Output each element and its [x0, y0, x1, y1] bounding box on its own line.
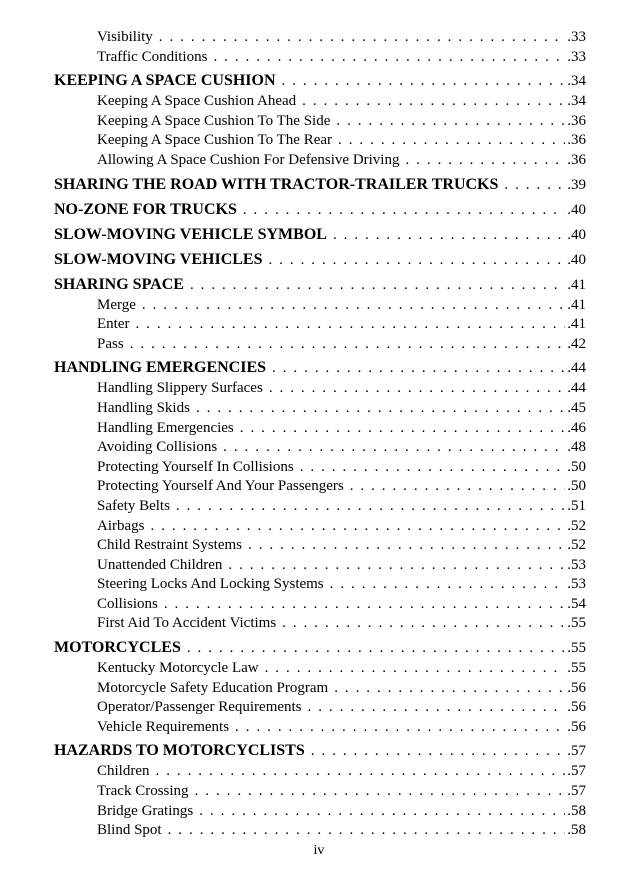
toc-subsection-entry — [54, 335, 586, 355]
toc-section-entry — [54, 198, 586, 221]
toc-subsection-entry — [54, 698, 586, 718]
page-number: iv — [313, 843, 325, 858]
toc-subsection-entry — [54, 438, 586, 458]
toc-subsection-entry — [54, 419, 586, 439]
toc-entry-title: NO-ZONE FOR TRUCKS — [54, 200, 237, 218]
toc-entry-title: Unattended Children — [97, 556, 223, 573]
toc-subsection-entry — [54, 679, 586, 699]
toc-subsection-entry — [54, 517, 586, 537]
toc-entry-title: Keeping A Space Cushion To The Side — [97, 112, 331, 129]
toc-entry-page: .45 — [567, 399, 586, 416]
toc-entry-page: .41 — [567, 316, 586, 333]
toc-entry-title: Vehicle Requirements — [97, 718, 230, 735]
toc-entry-title: SHARING SPACE — [54, 275, 184, 293]
toc-entry-page: .33 — [567, 48, 586, 65]
dot-leader — [195, 782, 566, 802]
dot-leader — [282, 614, 565, 634]
dot-leader — [330, 575, 566, 595]
toc-section-entry — [54, 356, 586, 379]
toc-entry-title: SLOW-MOVING VEHICLES — [54, 250, 263, 268]
dot-leader — [176, 497, 565, 517]
toc-entry-title: Child Restraint Systems — [97, 537, 243, 554]
dot-leader — [311, 740, 566, 762]
toc-section-entry — [54, 173, 586, 196]
dot-leader — [300, 458, 566, 478]
toc-entry-page: .36 — [567, 132, 586, 149]
toc-entry-title: Airbags — [97, 517, 145, 534]
toc-subsection-entry — [54, 497, 586, 517]
toc-entry-title: Children — [97, 763, 150, 780]
dot-leader — [228, 556, 565, 576]
dot-leader — [164, 595, 565, 615]
toc-subsection-entry — [54, 614, 586, 634]
toc-entry-title: Keeping A Space Cushion To The Rear — [97, 132, 333, 149]
dot-leader — [135, 315, 565, 335]
toc-entry-page: .53 — [567, 556, 586, 573]
toc-subsection-entry — [54, 296, 586, 316]
toc-subsection-entry — [54, 399, 586, 419]
toc-entry-page: .56 — [567, 699, 586, 716]
toc-entry-title: Merge — [97, 296, 136, 313]
toc-entry-page: .40 — [567, 201, 586, 218]
toc-entry-title: Handling Emergencies — [97, 419, 234, 436]
toc-entry-title: KEEPING A SPACE CUSHION — [54, 72, 276, 90]
dot-leader — [350, 477, 566, 497]
dot-leader — [334, 679, 565, 699]
toc-entry-title: Kentucky Motorcycle Law — [97, 660, 259, 677]
dot-leader — [223, 438, 565, 458]
dot-leader — [333, 224, 565, 246]
toc-entry-page: .57 — [567, 743, 586, 760]
toc-entry-page: .54 — [567, 595, 586, 612]
dot-leader — [187, 637, 565, 659]
toc-entry-page: .40 — [567, 251, 586, 268]
toc-entry-title: Track Crossing — [97, 783, 189, 800]
toc-entry-page: .55 — [567, 615, 586, 632]
toc-entry-page: .36 — [567, 112, 586, 129]
toc-subsection-entry — [54, 112, 586, 132]
dot-leader — [199, 802, 565, 822]
dot-leader — [159, 28, 565, 48]
toc-subsection-entry — [54, 575, 586, 595]
toc-entry-title: Operator/Passenger Requirements — [97, 699, 302, 716]
toc-subsection-entry — [54, 315, 586, 335]
toc-entry-page: .50 — [567, 478, 586, 495]
toc-entry-page: .34 — [567, 93, 586, 110]
toc-entry-title: Protecting Yourself And Your Passengers — [97, 478, 344, 495]
toc-entry-title: Traffic Conditions — [97, 48, 208, 65]
dot-leader — [213, 48, 565, 68]
dot-leader — [405, 151, 565, 171]
dot-leader — [142, 296, 565, 316]
toc-entry-page: .58 — [567, 822, 586, 839]
toc-entry-title: MOTORCYCLES — [54, 639, 181, 657]
toc-subsection-entry — [54, 379, 586, 399]
toc-subsection-entry — [54, 659, 586, 679]
toc-entry-page: .48 — [567, 439, 586, 456]
dot-leader — [240, 419, 565, 439]
dot-leader — [243, 199, 565, 221]
toc-section-entry — [54, 273, 586, 296]
toc-entry-title: SHARING THE ROAD WITH TRACTOR-TRAILER TRUCKS — [54, 175, 499, 193]
toc-entry-title: HANDLING EMERGENCIES — [54, 359, 267, 377]
toc-entry-page: .58 — [567, 802, 586, 819]
toc-section-entry — [54, 223, 586, 246]
toc-section-entry — [54, 69, 586, 92]
toc-entry-title: Keeping A Space Cushion Ahead — [97, 93, 297, 110]
dot-leader — [151, 517, 566, 537]
toc-subsection-entry — [54, 28, 586, 48]
toc-subsection-entry — [54, 477, 586, 497]
toc-entry-page: .52 — [567, 537, 586, 554]
toc-entry-page: .36 — [567, 151, 586, 168]
dot-leader — [268, 249, 565, 271]
toc-entry-page: .33 — [567, 29, 586, 45]
toc-entry-page: .41 — [567, 276, 586, 293]
toc-section-entry — [54, 739, 586, 762]
toc-entry-title: Steering Locks And Locking Systems — [97, 576, 324, 593]
toc-subsection-entry — [54, 92, 586, 112]
toc-entry-page: .55 — [567, 640, 586, 657]
dot-leader — [272, 357, 565, 379]
toc-subsection-entry — [54, 782, 586, 802]
toc-subsection-entry — [54, 131, 586, 151]
toc-entry-page: .51 — [567, 497, 586, 514]
dot-leader — [269, 379, 565, 399]
toc-subsection-entry — [54, 802, 586, 822]
toc-entry-title: Enter — [97, 316, 130, 333]
toc-entry-page: .50 — [567, 458, 586, 475]
toc-entry-title: Bridge Gratings — [97, 802, 194, 819]
toc-entry-title: Safety Belts — [97, 497, 170, 514]
toc-subsection-entry — [54, 762, 586, 782]
toc-entry-page: .56 — [567, 718, 586, 735]
toc-entry-title: Collisions — [97, 595, 158, 612]
toc-entry-page: .34 — [567, 73, 586, 90]
toc-entry-title: Protecting Yourself In Collisions — [97, 458, 294, 475]
toc-entry-page: .42 — [567, 335, 586, 352]
dot-leader — [130, 335, 566, 355]
toc-subsection-entry — [54, 458, 586, 478]
toc-entry-page: .57 — [567, 783, 586, 800]
toc-entry-title: Visibility — [97, 29, 153, 45]
toc-entry-title: Allowing A Space Cushion For Defensive Driving — [97, 151, 400, 168]
toc-entry-title: SLOW-MOVING VEHICLE SYMBOL — [54, 225, 327, 243]
toc-section-entry — [54, 636, 586, 659]
toc-subsection-entry — [54, 821, 586, 841]
toc-entry-page: .53 — [567, 576, 586, 593]
toc-entry-title: HAZARDS TO MOTORCYCLISTS — [54, 742, 305, 760]
toc-entry-title: Motorcycle Safety Education Program — [97, 679, 329, 696]
toc-entry-page: .44 — [567, 360, 586, 377]
dot-leader — [336, 112, 565, 132]
dot-leader — [190, 274, 565, 296]
toc-entry-page: .55 — [567, 660, 586, 677]
toc-entry-title: Handling Skids — [97, 399, 190, 416]
toc-subsection-entry — [54, 718, 586, 738]
dot-leader — [265, 659, 566, 679]
toc-entry-page: .41 — [567, 296, 586, 313]
dot-leader — [156, 762, 566, 782]
dot-leader — [196, 399, 565, 419]
toc-entry-title: First Aid To Accident Victims — [97, 615, 277, 632]
toc-subsection-entry — [54, 48, 586, 68]
toc-subsection-entry — [54, 595, 586, 615]
toc-entry-title: Pass — [97, 335, 124, 352]
toc-subsection-entry — [54, 556, 586, 576]
toc-entry-page: .40 — [567, 226, 586, 243]
dot-leader — [235, 718, 565, 738]
toc-entry-title: Handling Slippery Surfaces — [97, 380, 263, 397]
dot-leader — [338, 131, 565, 151]
toc-entry-title: Avoiding Collisions — [97, 439, 218, 456]
toc-entry-page: .57 — [567, 763, 586, 780]
toc-section-entry — [54, 248, 586, 271]
toc-subsection-entry — [54, 151, 586, 171]
toc-entry-page: .52 — [567, 517, 586, 534]
toc-entry-title: Blind Spot — [97, 822, 162, 839]
table-of-contents — [54, 28, 586, 841]
toc-entry-page: .56 — [567, 679, 586, 696]
toc-subsection-entry — [54, 536, 586, 556]
dot-leader — [308, 698, 566, 718]
dot-leader — [302, 92, 565, 112]
toc-entry-page: .39 — [567, 176, 586, 193]
dot-leader — [504, 174, 565, 196]
dot-leader — [282, 70, 566, 92]
toc-entry-page: .46 — [567, 419, 586, 436]
dot-leader — [168, 821, 566, 841]
toc-entry-page: .44 — [567, 380, 586, 397]
dot-leader — [248, 536, 565, 556]
